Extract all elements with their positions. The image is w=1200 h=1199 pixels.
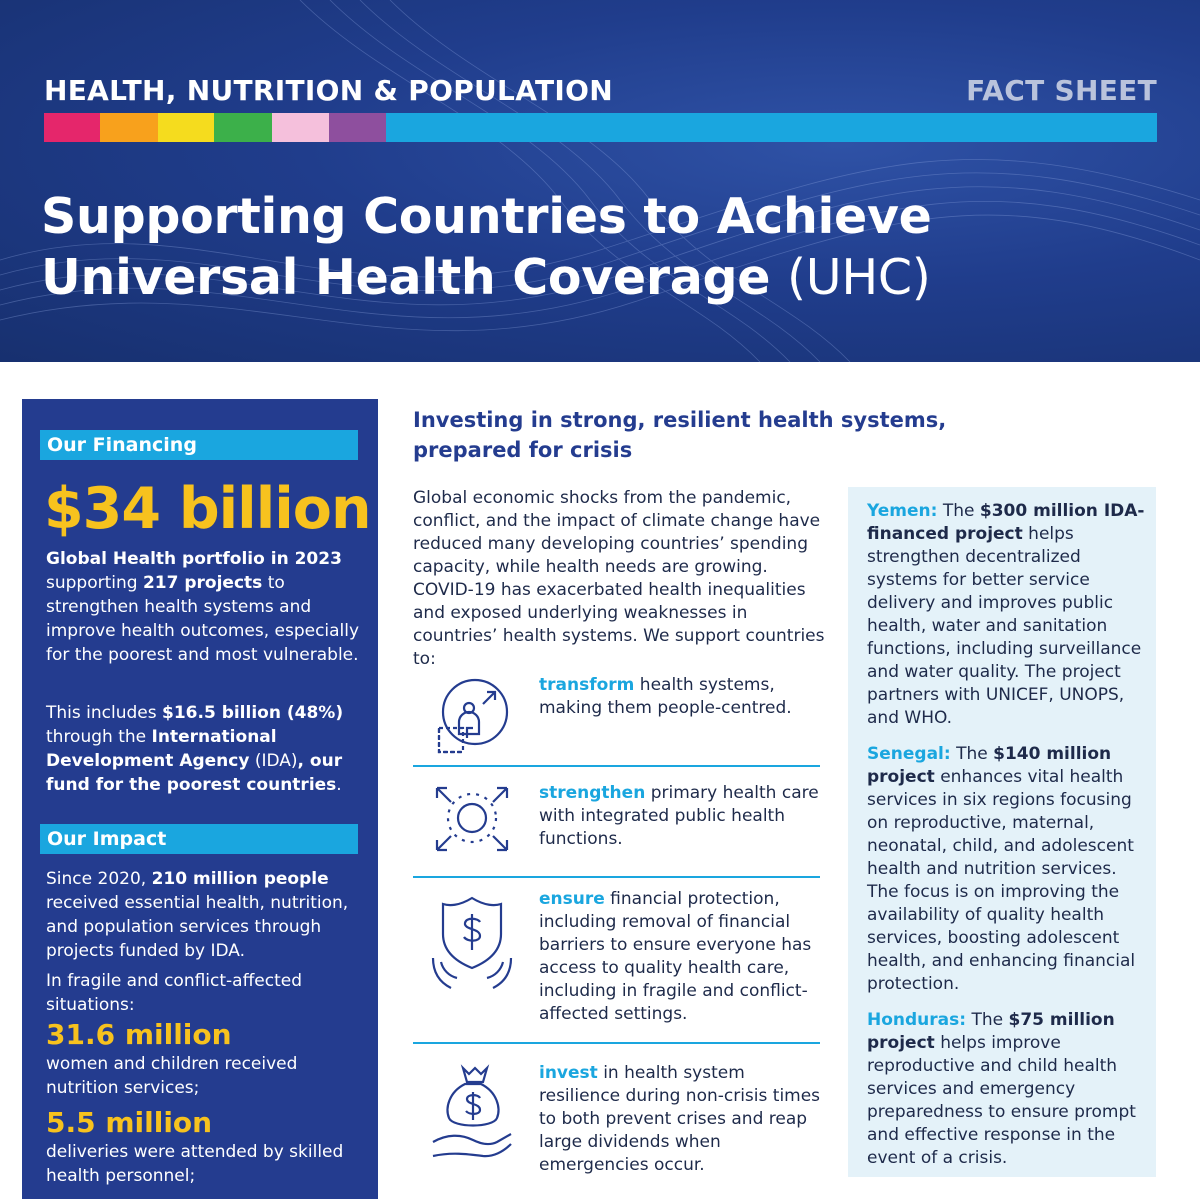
header-banner xyxy=(0,0,1200,362)
support-keyword: ensure xyxy=(539,889,605,909)
shield-dollar-hands-icon xyxy=(427,892,517,996)
case-description: helps strengthen decentralized systems for better service delivery and improves public health, water and sanitation functions, including surveillance and water quality. The project partners with UNICEF, UNOPS, and WHO. xyxy=(867,524,1142,728)
ida-purpose: , our fund for the poorest countries xyxy=(46,751,343,795)
color-bar xyxy=(44,113,1157,142)
project-amount: $75 million project xyxy=(867,1010,1115,1053)
text-fragment: . xyxy=(336,775,342,795)
page-title xyxy=(41,186,1161,308)
project-count: 217 projects xyxy=(142,573,263,593)
divider xyxy=(413,1042,820,1044)
support-keyword: strengthen xyxy=(539,783,646,803)
support-keyword: transform xyxy=(539,675,635,695)
text-fragment: The xyxy=(950,744,994,764)
case-senegal xyxy=(867,743,1151,996)
support-description: in health system resilience during non-crisis times to both prevent crises and reap large dividends when emergencies occur. xyxy=(539,1063,821,1175)
text-fragment: through the xyxy=(46,727,152,747)
support-description: financial protection, including removal of financial barriers to ensure everyone has access to quality health care, including in fragile and conflict-affected settings. xyxy=(539,889,812,1024)
ida-amount: $16.5 billion (48%) xyxy=(162,703,344,723)
case-description: helps improve reproductive and child health services and emergency preparedness to ensure prompt and effective response in the event of a crisis. xyxy=(867,1033,1136,1168)
text-fragment: The xyxy=(937,501,980,521)
impact-heading: Our Impact xyxy=(40,824,358,854)
case-honduras xyxy=(867,1009,1151,1170)
portfolio-year: Global Health portfolio in 2023 xyxy=(46,549,342,569)
financing-amount: $34 billion xyxy=(44,476,371,542)
case-description: enhances vital health services in six regions focusing on reproductive, maternal, neonatal, child, and adolescent health and nutrition services. The focus is on improving the availability of quality health services, boosting adolescent health, and enhancing financial protection. xyxy=(867,767,1136,994)
money-bag-hand-icon xyxy=(427,1062,517,1162)
section-kicker: HEALTH, NUTRITION & POPULATION xyxy=(44,74,613,107)
country-name: Senegal: xyxy=(867,744,951,764)
text-fragment: to strengthen health systems and improve health outcomes, especially for the poorest and most vulnerable. xyxy=(46,573,360,665)
title-main: Supporting Countries to Achieve Universal Health Coverage xyxy=(41,188,932,306)
color-segment-purple xyxy=(329,113,386,142)
color-segment-yellow xyxy=(158,113,214,142)
divider xyxy=(413,765,820,767)
color-segment-blue xyxy=(386,113,1157,142)
stat-nutrition-text: women and children received nutrition services; xyxy=(46,1054,298,1098)
support-item-text xyxy=(539,782,824,851)
intro-paragraph: Global economic shocks from the pandemic, conflict, and the impact of climate change have reduced many developing countries’ spending capacity, while health needs are growing. COVID-19 has exacerbated health inequalities and exposed underlying weaknesses in countries’ health systems. We support countries to: xyxy=(413,488,825,669)
people-transform-icon xyxy=(427,674,517,764)
ida-name: International Development Agency xyxy=(46,727,277,771)
project-amount: $300 million IDA-financed project xyxy=(867,501,1145,544)
fragile-situations-intro: In fragile and conflict-affected situations: xyxy=(46,971,303,1015)
ida-description xyxy=(46,701,366,797)
text-fragment: (IDA) xyxy=(249,751,298,771)
support-description: health systems, making them people-centred. xyxy=(539,675,792,718)
financing-description xyxy=(46,547,366,667)
text-fragment: received essential health, nutrition, and population services through projects funded by IDA. xyxy=(46,893,349,961)
color-segment-orange xyxy=(100,113,158,142)
color-segment-green xyxy=(214,113,272,142)
support-keyword: invest xyxy=(539,1063,598,1083)
country-name: Honduras: xyxy=(867,1010,967,1030)
financing-heading: Our Financing xyxy=(40,430,358,460)
support-item-text xyxy=(539,1062,824,1177)
financing-impact-panel xyxy=(22,399,378,1199)
support-item-invest xyxy=(413,1062,821,1177)
support-description: primary health care with integrated public health functions. xyxy=(539,783,819,849)
people-reached: 210 million people xyxy=(151,869,329,889)
fact-sheet-label: FACT SHEET xyxy=(966,74,1157,107)
support-item-ensure xyxy=(413,888,821,1038)
support-item-text xyxy=(539,888,824,1026)
country-examples-panel xyxy=(848,487,1156,1177)
divider xyxy=(413,876,820,878)
project-amount: $140 million project xyxy=(867,744,1112,787)
case-yemen xyxy=(867,500,1151,730)
text-fragment: Since 2020, xyxy=(46,869,152,889)
title-abbreviation: (UHC) xyxy=(786,249,931,306)
impact-description xyxy=(46,867,366,963)
color-segment-light-pink xyxy=(272,113,329,142)
color-segment-pink xyxy=(44,113,100,142)
support-item-transform xyxy=(413,674,821,764)
text-fragment: The xyxy=(966,1010,1009,1030)
stat-nutrition-number: 31.6 million xyxy=(46,1018,232,1051)
text-fragment: supporting xyxy=(46,573,143,593)
support-item-strengthen xyxy=(413,782,821,862)
section-heading: Investing in strong, resilient health systems, prepared for crisis xyxy=(413,408,947,462)
stat-deliveries-number: 5.5 million xyxy=(46,1106,213,1139)
stat-deliveries-text: deliveries were attended by skilled health personnel; xyxy=(46,1142,344,1186)
text-fragment: This includes xyxy=(46,703,162,723)
expand-arrows-icon xyxy=(427,782,517,872)
support-item-text xyxy=(539,674,824,720)
country-name: Yemen: xyxy=(867,501,938,521)
